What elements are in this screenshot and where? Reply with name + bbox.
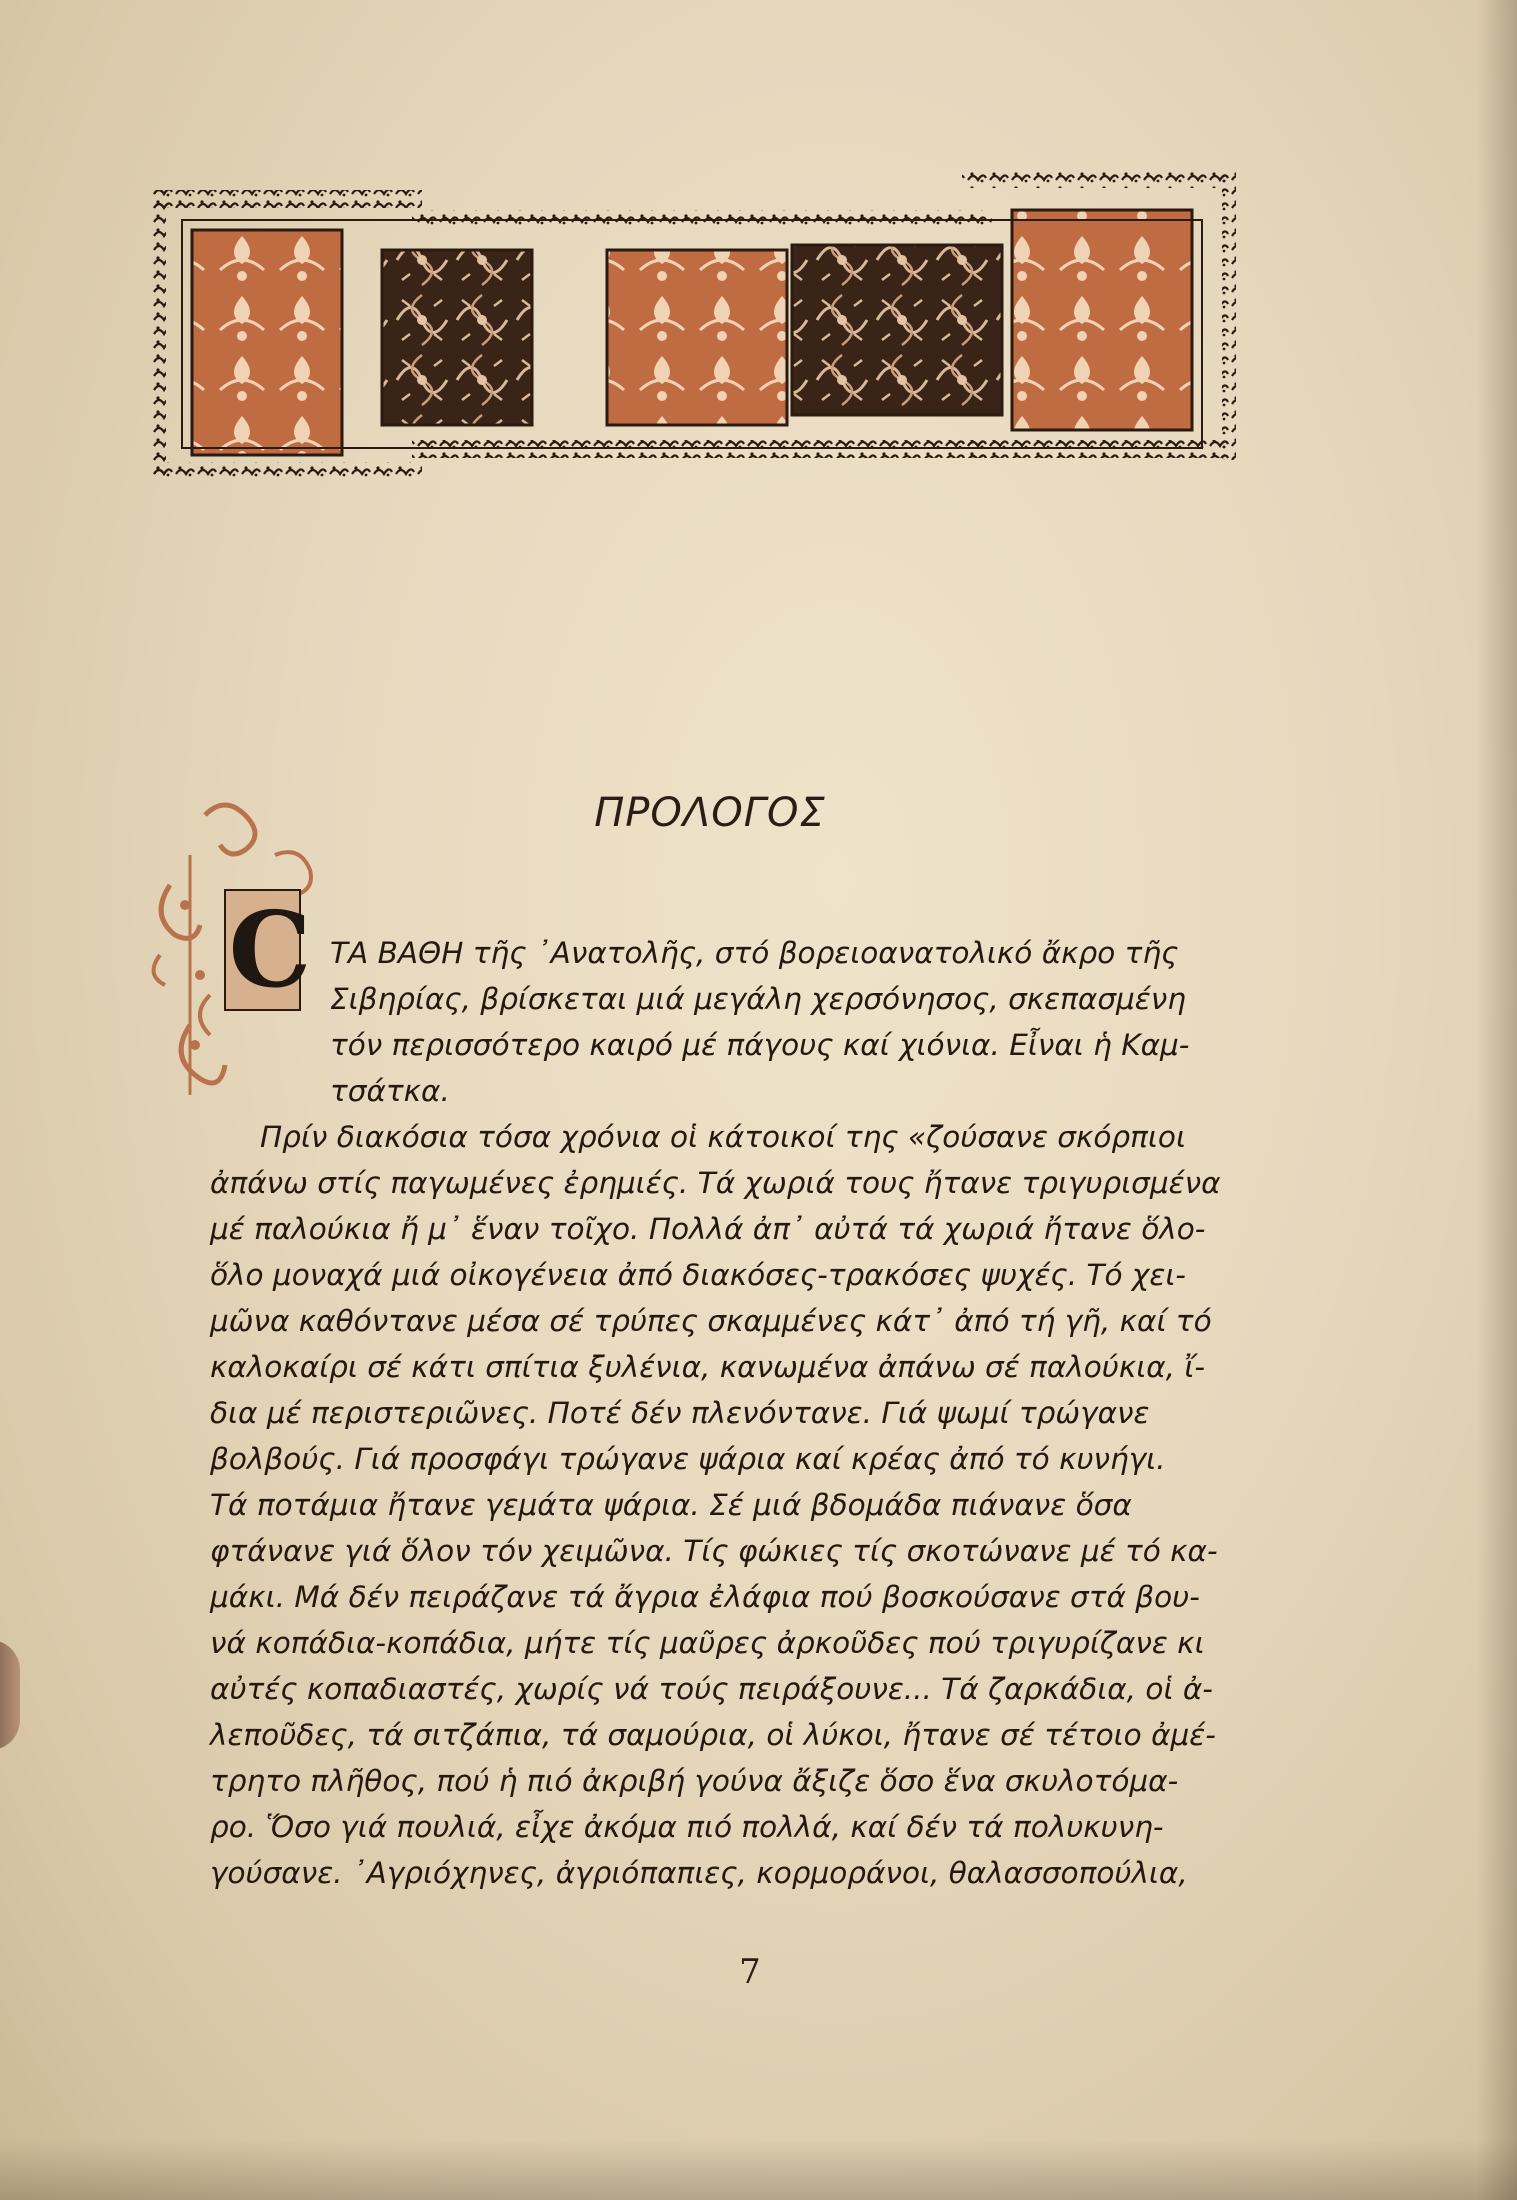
chapter-title: ΠΡΟΛΟΓΟΣ (594, 790, 826, 836)
text-line: τρητο πλῆθος, πού ἡ πιό ἀκριβή γούνα ἄξιζε ὅσο ἕνα σκυλοτόμα- (210, 1764, 1179, 1798)
text-line: ἀπάνω στίς παγωμένες ἐρημιές. Τά χωριά τους ἤτανε τριγυρισμένα (210, 1166, 1221, 1200)
text-line: λεποῦδες, τά σιτζάπια, τά σαμούρια, οἱ λύκοι, ἤτανε σέ τέτοιο ἀμέ- (210, 1718, 1216, 1752)
text-line: βολβούς. Γιά προσφάγι τρώγανε ψάρια καί κρέας ἀπό τό κυνήγι. (210, 1442, 1166, 1476)
text-line: τόν περισσότερο καιρό μέ πάγους καί χιόνια. Εἶναι ἡ Καμ- (330, 1028, 1190, 1062)
ornamental-header-band (152, 170, 1240, 500)
page-edge-shadow (1477, 0, 1517, 2200)
text-line: Τά ποτάμια ἤτανε γεμάτα ψάρια. Σέ μιά βδομάδα πιάνανε ὅσα (210, 1488, 1132, 1522)
text-line: αὐτές κοπαδιαστές, χωρίς νά τούς πειράξουνε... Τά ζαρκάδια, οἱ ἀ- (210, 1672, 1213, 1706)
text-line: μέ παλούκια ἤ μ᾿ ἕναν τοῖχο. Πολλά ἀπ᾿ αὐτά τά χωριά ἤτανε ὅλο- (210, 1212, 1206, 1246)
text-line: ΤΑ ΒΑΘΗ τῆς ᾿Ανατολῆς, στό βορειοανατολικό ἄκρο τῆς (330, 936, 1179, 970)
body-text (210, 930, 1240, 1896)
text-line: γούσανε. ᾿Αγριόχηνες, ἀγριόπαπιες, κορμοράνοι, θαλασσοπούλια, (210, 1856, 1188, 1890)
text-line: φτάνανε γιά ὅλον τόν χειμῶνα. Τίς φώκιες τίς σκοτώνανε μέ τό κα- (210, 1534, 1218, 1568)
text-line: τσάτκα. (330, 1074, 450, 1108)
text-line: Σιβηρίας, βρίσκεται μιά μεγάλη χερσόνησος, σκεπασμένη (330, 982, 1186, 1016)
text-line: μῶνα καθόντανε μέσα σέ τρύπες σκαμμένες κάτ᾿ ἀπό τή γῆ, καί τό (210, 1304, 1212, 1338)
text-line: ὅλο μοναχά μιά οἰκογένεια ἀπό διακόσες-τρακόσες ψυχές. Τό χει- (210, 1258, 1186, 1292)
text-line: μάκι. Μά δέν πειράζανε τά ἄγρια ἐλάφια πού βοσκούσανε στά βου- (210, 1580, 1200, 1614)
text-line: Πρίν διακόσια τόσα χρόνια οἱ κάτοικοί της «ζούσανε σκόρπιοι (260, 1120, 1186, 1154)
holding-thumb (0, 1640, 20, 1750)
text-line: δια μέ περιστεριῶνες. Ποτέ δέν πλενόντανε. Γιά ψωμί τρώγανε (210, 1396, 1150, 1430)
page-bottom-shadow (0, 2140, 1517, 2200)
drop-cap-letter: C (228, 888, 312, 1011)
page-number: 7 (739, 1952, 761, 1992)
text-line: νά κοπάδια-κοπάδια, μήτε τίς μαῦρες ἀρκοῦδες πού τριγυρίζανε κι (210, 1626, 1205, 1660)
text-line: καλοκαίρι σέ κάτι σπίτια ξυλένια, κανωμένα ἀπάνω σέ παλούκια, ἴ- (210, 1350, 1206, 1384)
text-line: ρο. Ὅσο γιά πουλιά, εἶχε ἀκόμα πιό πολλά, καί δέν τά πολυκυνη- (210, 1810, 1164, 1844)
